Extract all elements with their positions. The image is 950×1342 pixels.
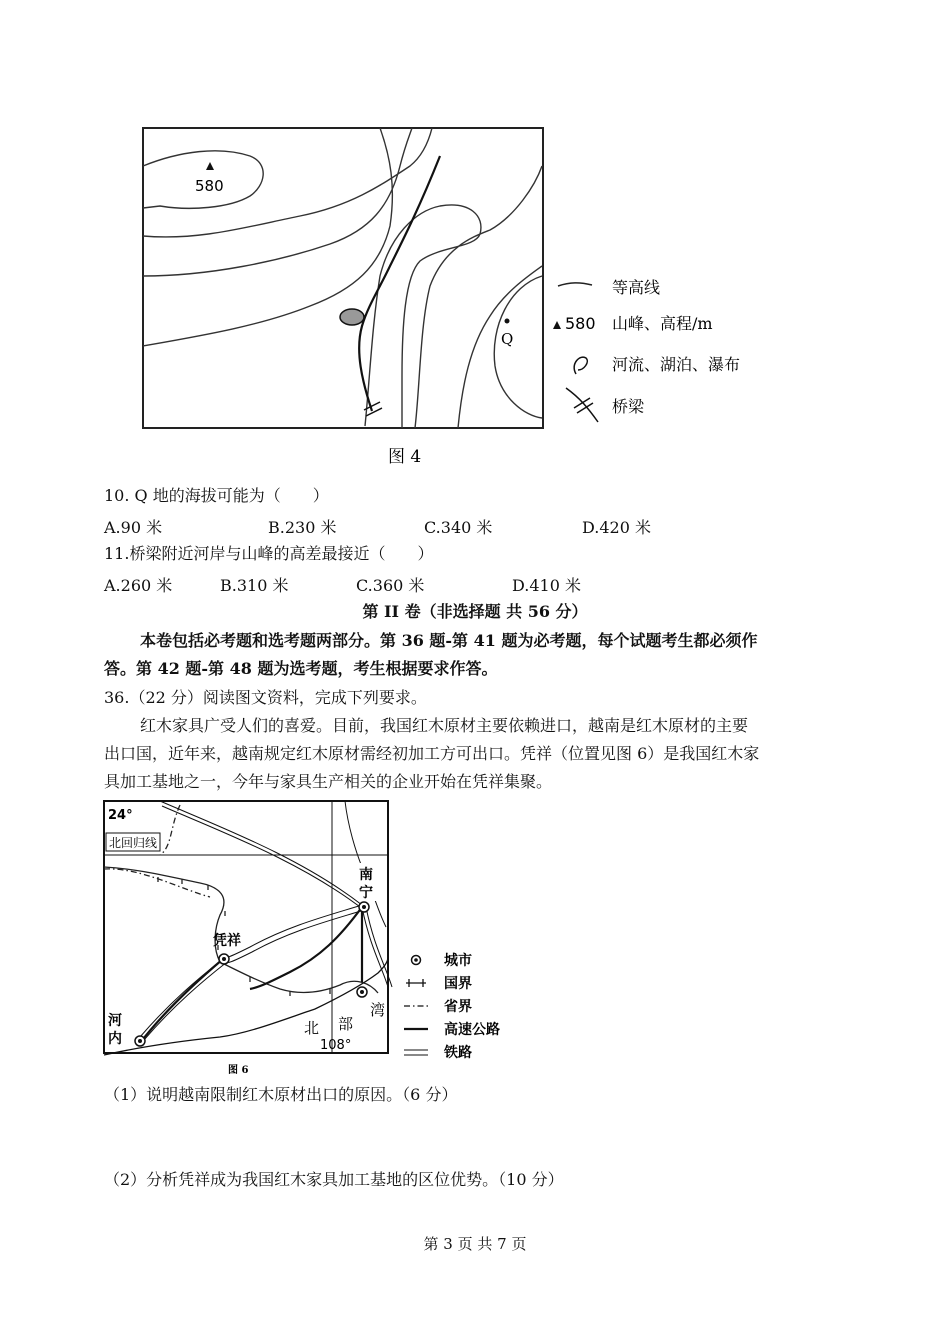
figure-6	[100, 797, 540, 1081]
sea-label-1: 北	[304, 1019, 320, 1037]
highway-lines	[140, 907, 362, 1043]
legend-city: 城市	[444, 953, 472, 969]
q36-sub1: （1）说明越南限制红木原材出口的原因。（6 分）	[104, 1085, 458, 1104]
national-border	[104, 867, 378, 996]
peak-label: 580	[195, 177, 224, 195]
point-q-label: Q	[501, 330, 514, 348]
railway-lines	[140, 801, 392, 1040]
q10-option-c: C.340 米	[424, 518, 493, 537]
q11-option-b: B.310 米	[220, 576, 289, 595]
q10-option-b: B.230 米	[268, 518, 337, 537]
city-label-nanning-1: 南	[359, 867, 373, 883]
legend-contour: 等高线	[612, 278, 661, 297]
legend-railway: 铁路	[444, 1045, 472, 1061]
figure-4	[140, 126, 790, 475]
river-line	[359, 156, 440, 411]
contour-legend-icon	[558, 283, 592, 286]
city-label-hanoi-1: 河	[108, 1013, 122, 1029]
river-legend-icon	[574, 357, 587, 374]
contour-line	[143, 128, 412, 276]
contour-line	[365, 205, 481, 428]
q11-options	[104, 573, 804, 595]
city-label-hanoi-2: 内	[108, 1031, 122, 1047]
location-map	[100, 797, 540, 1077]
peak-legend-icon	[553, 321, 561, 329]
section-intro-line1: 本卷包括必考题和选考题两部分。第 36 题-第 41 题为必考题，每个试题考生都必须作	[140, 631, 758, 650]
map-frame	[143, 128, 543, 428]
q11-option-c: C.360 米	[356, 576, 425, 595]
sea-label-2: 部	[338, 1015, 354, 1033]
q10-stem: 10. Q 地的海拔可能为（ ）	[104, 486, 329, 505]
q36-para-line2: 出口国，近年来，越南规定红木原材需经初加工方可出口。凭祥（位置见图 6）是我国红木家	[104, 744, 760, 763]
city-label-pingxiang: 凭祥	[213, 933, 241, 949]
page-footer: 第 3 页 共 7 页	[423, 1235, 527, 1253]
q10-option-a: A.90 米	[104, 518, 163, 537]
peak-icon	[206, 162, 214, 170]
figure6-legend	[404, 952, 500, 1061]
longitude-label: 108°	[320, 1038, 352, 1053]
section-intro-line2: 答。第 42 题-第 48 题为选考题，考生根据要求作答。	[104, 659, 498, 678]
legend-peak: 山峰、高程/m	[612, 314, 713, 333]
legend-peak-value: 580	[565, 314, 596, 333]
q11-option-a: A.260 米	[104, 576, 173, 595]
figure4-legend	[553, 278, 740, 422]
bridge-legend-icon	[566, 388, 598, 422]
figure6-caption: 图 6	[228, 1065, 249, 1076]
q36-para-line1: 红木家具广受人们的喜爱。目前，我国红木原材主要依赖进口，越南是红木原材的主要	[140, 716, 749, 735]
q36-para-line3: 具加工基地之一，今年与家具生产相关的企业开始在凭祥集聚。	[104, 772, 553, 791]
legend-river: 河流、湖泊、瀑布	[612, 355, 741, 374]
figure4-caption: 图 4	[388, 447, 422, 467]
sea-label-3: 湾	[370, 1001, 386, 1019]
section-title: 第 II 卷（非选择题 共 56 分）	[362, 602, 588, 621]
q10-option-d: D.420 米	[582, 518, 651, 537]
contour-line	[415, 166, 542, 428]
legend-province: 省界	[444, 999, 472, 1015]
q11-option-d: D.410 米	[512, 576, 581, 595]
point-q-marker	[505, 319, 510, 324]
contour-map	[140, 126, 790, 471]
contour-line	[143, 128, 432, 237]
q36-stem: 36.（22 分）阅读图文资料，完成下列要求。	[104, 688, 427, 707]
lake-shape	[340, 309, 364, 325]
contour-line	[458, 266, 542, 428]
tropic-label: 北回归线	[109, 836, 158, 850]
q11-stem: 11.桥梁附近河岸与山峰的高差最接近（ ）	[104, 544, 434, 563]
legend-bridge: 桥梁	[612, 397, 645, 416]
latitude-label: 24°	[108, 808, 133, 823]
contour-lines	[143, 128, 542, 428]
q10-options	[104, 515, 804, 537]
q36-sub2: （2）分析凭祥成为我国红木家具加工基地的区位优势。（10 分）	[104, 1170, 564, 1189]
legend-border: 国界	[444, 976, 472, 992]
legend-highway: 高速公路	[444, 1022, 500, 1038]
city-markers	[135, 902, 369, 1046]
city-label-nanning-2: 宁	[359, 885, 373, 901]
